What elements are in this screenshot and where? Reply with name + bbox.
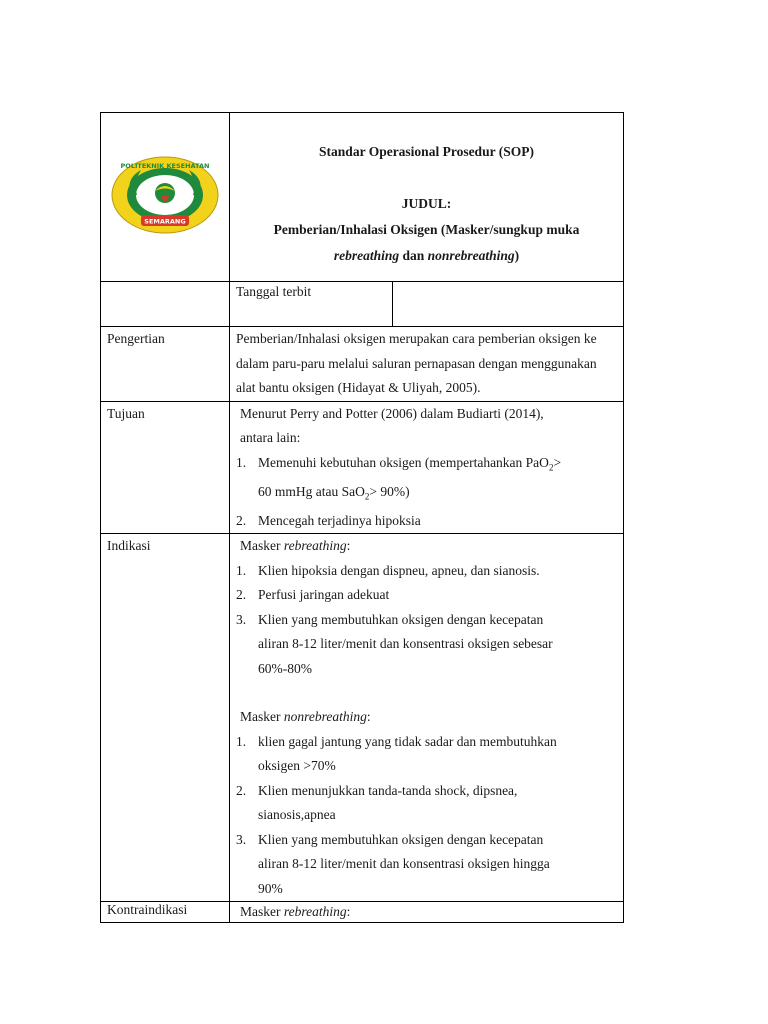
tanggal-spacer-cell xyxy=(101,282,230,327)
list-item: 2. Mencegah terjadinya hipoksia xyxy=(236,509,617,534)
judul-close: ) xyxy=(514,248,520,263)
list-item: 1. klien gagal jantung yang tidak sadar dan membutuhkan oksigen >70% xyxy=(236,733,557,774)
kontraindikasi-content xyxy=(230,902,624,923)
kontraindikasi-label: Kontraindikasi xyxy=(101,902,230,923)
list-item: 1. Memenuhi kebutuhan oksigen (mempertahankan PaO$_2$> 60 mmHg atau SaO$_2$> 90%) xyxy=(236,451,617,509)
tujuan-intro-2: antara lain: xyxy=(240,430,301,445)
pengertian-label: Pengertian xyxy=(101,327,230,402)
list-number: 1. xyxy=(236,454,247,470)
judul-rebreathing: rebreathing xyxy=(333,248,400,263)
poltekkes-semarang-logo xyxy=(111,155,219,235)
tujuan-intro-1: Menurut Perry and Potter (2006) dalam Budiarti (2014), xyxy=(240,405,544,421)
list-item: 2. Perfusi jaringan adekuat xyxy=(236,587,390,603)
indikasi-content xyxy=(230,534,624,902)
tanggal-row xyxy=(101,282,624,327)
indikasi-row xyxy=(101,534,624,902)
list-item: 3. Klien yang membutuhkan oksigen dengan kecepatan aliran 8-12 liter/menit dan konsentrasi oksigen hingga 90% xyxy=(236,831,550,896)
kontraindikasi-row xyxy=(101,902,624,923)
logo-cell xyxy=(101,113,230,282)
header-cell xyxy=(230,113,624,282)
tanggal-label: Tanggal terbit xyxy=(230,282,393,327)
tujuan-row xyxy=(101,401,624,534)
list-number: 2. xyxy=(236,512,247,528)
tujuan-list xyxy=(236,451,617,534)
tujuan-label: Tujuan xyxy=(101,401,230,534)
judul-line-1: Pemberian/Inhalasi Oksigen (Masker/sungkup muka xyxy=(273,222,580,237)
logo-top-text: POLITEKNIK KESEHATAN xyxy=(120,162,210,170)
tanggal-value xyxy=(393,282,624,327)
list-item: 1. Klien hipoksia dengan dispneu, apneu, dan sianosis. xyxy=(236,562,540,578)
tujuan-content xyxy=(230,401,624,534)
list-item: 2. Klien menunjukkan tanda-tanda shock, dipsnea, sianosis,apnea xyxy=(236,782,518,823)
nonrebreathing-heading: Masker nonrebreathing: xyxy=(240,709,371,725)
logo-bottom-text: SEMARANG xyxy=(144,217,186,226)
sop-table xyxy=(100,112,624,923)
judul-text xyxy=(230,217,623,269)
judul-label: JUDUL: xyxy=(401,196,452,211)
nonrebreathing-list xyxy=(236,730,617,902)
judul-and: dan xyxy=(399,248,428,263)
header-row xyxy=(101,113,624,282)
pengertian-text: Pemberian/Inhalasi oksigen merupakan cara pemberian oksigen ke dalam paru-paru melalui saluran pernapasan dengan menggunakan alat bantu oksigen (Hidayat & Uliyah, 2005). xyxy=(236,331,597,395)
judul-nonrebreathing: nonrebreathing xyxy=(427,248,515,263)
pengertian-content xyxy=(230,327,624,402)
rebreathing-list xyxy=(236,559,617,682)
list-item: 3. Klien yang membutuhkan oksigen dengan kecepatan aliran 8-12 liter/menit dan konsentrasi oksigen sebesar 60%-80% xyxy=(236,611,553,676)
indikasi-label: Indikasi xyxy=(101,534,230,902)
page-title: Standar Operasional Prosedur (SOP) xyxy=(319,144,534,159)
kontraindikasi-heading: Masker rebreathing: xyxy=(240,904,351,920)
rebreathing-heading: Masker rebreathing: xyxy=(240,538,351,554)
pengertian-row xyxy=(101,327,624,402)
